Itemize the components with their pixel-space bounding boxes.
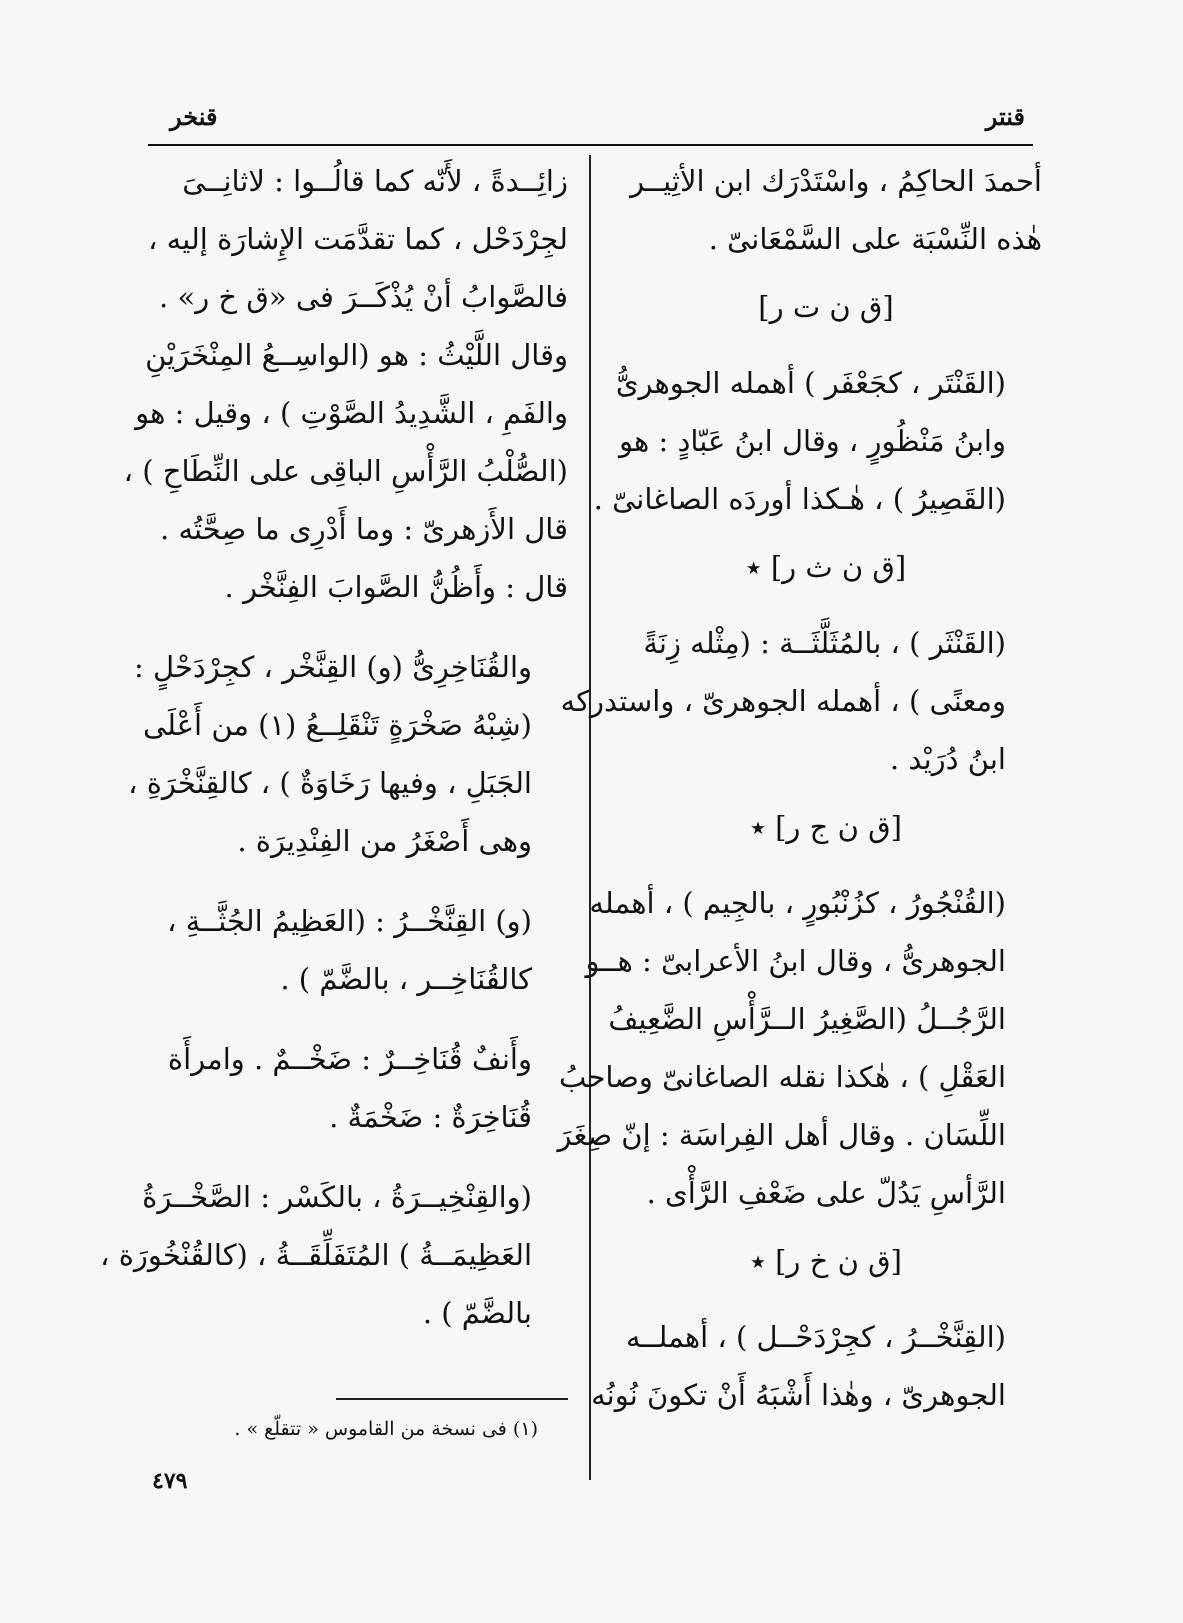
header-left-word: قنخر bbox=[170, 102, 218, 131]
text-line: (القَنْثَر ) ، بالمُثَلَّثَــة : (مِثْله زِنَةً bbox=[643, 626, 1006, 660]
entry-paragraph bbox=[593, 354, 1042, 528]
text-line: والفَمِ ، الشَّدِيدُ الصَّوْتِ ) ، وقيل : هو bbox=[135, 396, 568, 430]
entry-heading: [ق ن ث ر] ٭ bbox=[745, 550, 907, 584]
text-line: (القَصِيرُ ) ، هٰـكذا أوردَه الصاغانىّ . bbox=[593, 482, 1006, 516]
text-line: الجَبَلِ ، وفيها رَخَاوَةٌ ) ، كالقِنَّخْرَةِ ، bbox=[128, 766, 532, 800]
entry-heading: [ق ن خ ر] ٭ bbox=[750, 1244, 902, 1278]
text-line: الجوهرىُّ ، وقال ابنُ الأعرابىّ : هــو bbox=[585, 944, 1006, 978]
page-header bbox=[150, 92, 1033, 132]
text-line: (القَنْتَر ، كجَعْفَر ) أهمله الجوهرىُّ bbox=[615, 366, 1006, 400]
text-line: ابنُ دُرَيْد . bbox=[889, 742, 1006, 776]
entry-heading: [ق ن ج ر] ٭ bbox=[750, 810, 902, 844]
text-line: العَظِيمَــةُ ) المُتَفَلِّقَــةُ ، (كالقُنْخُورَة ، bbox=[100, 1238, 532, 1272]
text-line: هٰذه النِّسْبَة على السَّمْعَانىّ . bbox=[708, 222, 1042, 256]
text-line: (القُنْجُورُ ، كزُنْبُورٍ ، بالجِيم ) ، أهمله bbox=[589, 886, 1006, 920]
paragraph bbox=[128, 638, 568, 870]
text-line: (القِنَّخْــرُ ، كجِرْدَحْــل ) ، أهملــه bbox=[625, 1320, 1006, 1354]
text-line: فالصَّوابُ أنْ يُذْكَــرَ فى «ق خ ر» . bbox=[159, 280, 568, 314]
intro-paragraph bbox=[610, 152, 1042, 268]
text-line: الجوهرىّ ، وهٰذا أَشْبَهُ أَنْ تكونَ نُونُه bbox=[591, 1378, 1006, 1412]
text-line: زائِــدةً ، لأَنّه كما قالُــوا : لاثانِــىَ bbox=[182, 164, 568, 198]
text-line: العَقْلِ ) ، هٰكذا نقله الصاغانىّ وصاحبُ bbox=[559, 1060, 1006, 1094]
footnote-rule bbox=[336, 1398, 568, 1400]
text-line: الرَّأسِ يَدُلّ على ضَعْفِ الرَّأْى . bbox=[646, 1176, 1006, 1210]
text-line: والقُنَاخِرِىُّ (و) القِنَّخْر ، كجِرْدَحْلٍ : bbox=[134, 650, 532, 684]
text-line: ومعنًى ) ، أهمله الجوهرىّ ، واستدركه bbox=[560, 684, 1006, 718]
text-line: (والقِنْخِيــرَةُ ، بالكَسْر : الصَّخْــرَةُ bbox=[142, 1180, 532, 1214]
column-divider bbox=[589, 155, 591, 1480]
text-line: أحمدَ الحاكِمُ ، واسْتَدْرَك ابن الأثِيــر bbox=[630, 164, 1042, 198]
text-line: وهى أَصْغَرُ من الفِنْدِيرَة . bbox=[237, 824, 532, 858]
text-line: قال الأَزهرىّ : وما أَدْرِى ما صِحَّتُه . bbox=[160, 512, 568, 546]
text-line: بالضَّمّ ) . bbox=[422, 1296, 532, 1330]
entry-paragraph bbox=[591, 1308, 1042, 1424]
footnote: (١) فى نسخة من القاموس « تتقلّع » . bbox=[234, 1418, 538, 1440]
text-line: قال : وأَظُنُّ الصَّوابَ الفِنَّخْر . bbox=[224, 570, 568, 604]
page-number: ٤٧٩ bbox=[152, 1468, 188, 1494]
entry-heading: [ق ن ت ر] bbox=[758, 290, 894, 324]
paragraph bbox=[100, 1168, 568, 1342]
text-line: وقال اللَّيْثُ : هو (الواسِــعُ المِنْخَرَيْنِ bbox=[145, 338, 568, 372]
left-column bbox=[100, 152, 568, 1350]
text-line: (الصُّلْبُ الرَّأْسِ الباقِى على النِّطَاحِ ) ، bbox=[123, 454, 568, 488]
text-line: الرَّجُــلُ (الصَّغِيرُ الــرَّأْسِ الضَّعِيفُ bbox=[608, 1002, 1006, 1036]
paragraph bbox=[148, 892, 568, 1008]
header-rule bbox=[148, 144, 1033, 146]
entry-paragraph bbox=[560, 614, 1042, 788]
text-line: وأَنفٌ قُنَاخِــرٌ : ضَخْــمٌ . وامرأَة bbox=[167, 1042, 532, 1076]
text-line: كالقُنَاخِــر ، بالضَّمّ ) . bbox=[280, 962, 532, 996]
text-line: (و) القِنَّخْــرُ : (العَظِيمُ الجُثَّــةِ ، bbox=[167, 904, 532, 938]
text-line: لجِرْدَحْل ، كما تقدَّمَت الإِشارَة إليه ، bbox=[148, 222, 568, 256]
entry-paragraph bbox=[557, 874, 1042, 1222]
text-line: (شِبْهُ صَخْرَةٍ تَنْقَلِــعُ (١) من أَعْلَى bbox=[142, 708, 532, 742]
text-line: اللِّسَان . وقال أهل الفِراسَة : إنّ صِغَرَ bbox=[557, 1118, 1006, 1152]
text-line: وابنُ مَنْظُورٍ ، وقال ابنُ عَبّادٍ : هو bbox=[619, 424, 1006, 458]
paragraph bbox=[148, 1030, 568, 1146]
right-column bbox=[557, 152, 1042, 1432]
paragraph bbox=[123, 152, 568, 616]
header-right-word: قنتر bbox=[985, 102, 1025, 131]
text-line: قُنَاخِرَةٌ : ضَخْمَةٌ . bbox=[329, 1100, 532, 1134]
